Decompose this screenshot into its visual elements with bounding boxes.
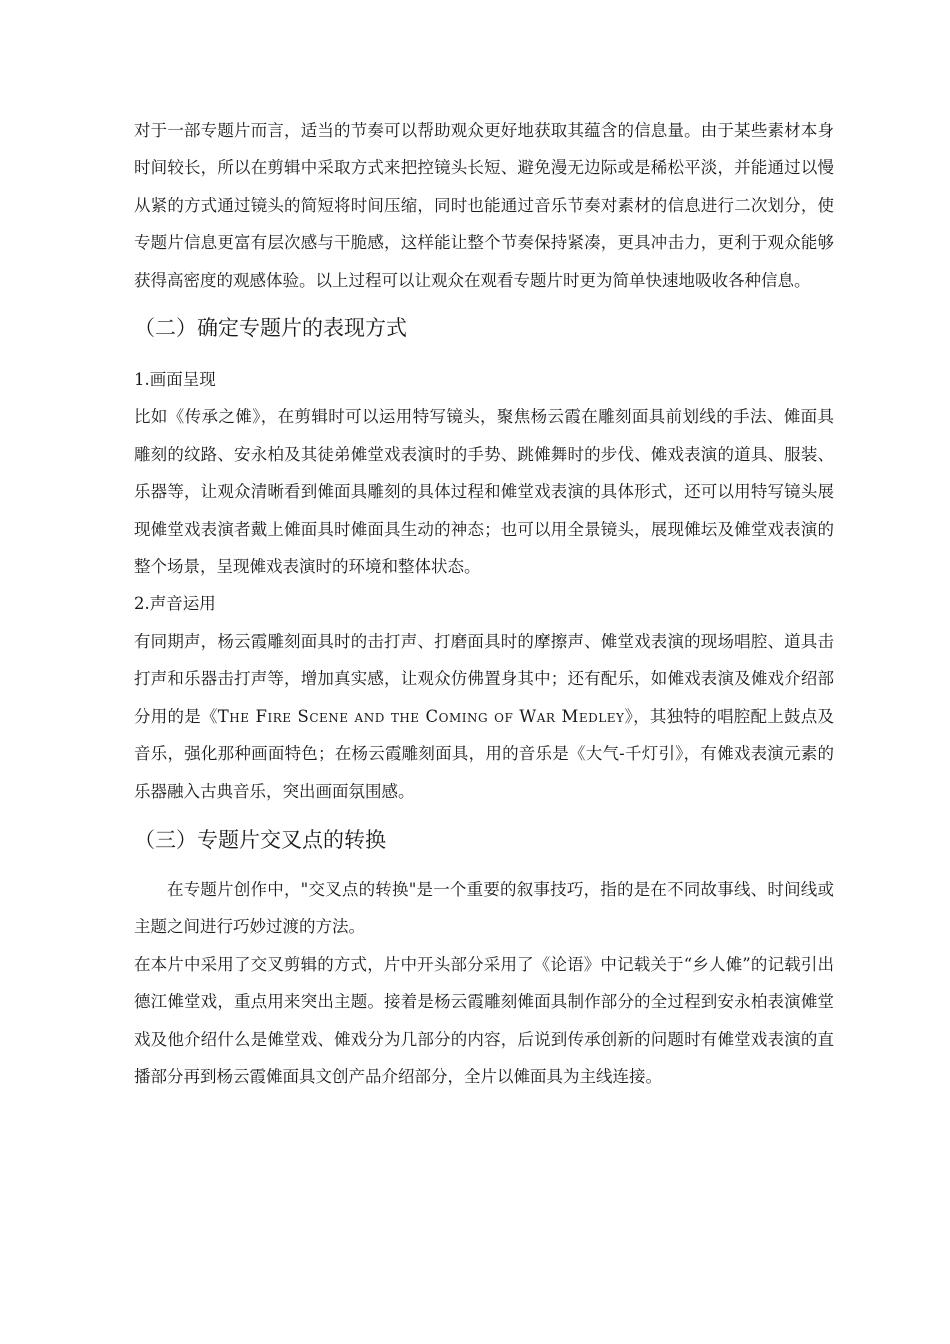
section-3-paragraph-2: 在本片中采用了交叉剪辑的方式，片中开头部分采用了《论语》中记载关于“乡人傩”的记载引出德江傩堂戏，重点用来突出主题。接着是杨云霞雕刻傩面具制作部分的全过程到安永柏表演傩堂戏及他介绍什么是傩堂戏、傩戏分为几部分的内容，后说到传承创新的问题时有傩堂戏表演的直播部分再到杨云霞傩面具文创产品介绍部分，全片以傩面具为主线连接。 bbox=[134, 954, 834, 1086]
sound-text-part-1: 有同期声，杨云霞雕刻面具时的击打声、打磨面具时的摩擦声、傩堂戏表演的现场唱腔、道具击打声和乐器击打声等，增加真实感，让观众仿佛置身其中；还有配乐，如傩戏表演及傩戏介绍部分用的是《 bbox=[134, 631, 834, 726]
subsection-1-paragraph: 比如《传承之傩》，在剪辑时可以运用特写镜头，聚焦杨云霞在雕刻面具前划线的手法、傩面具雕刻的纹路、安永柏及其徒弟傩堂戏表演时的手势、跳傩舞时的步伐、傩戏表演的道具、服装、乐器等，让观众清晰看到傩面具雕刻的具体过程和傩堂戏表演的具体形式，还可以用特写镜头展现傩堂戏表演者戴上傩面具时傩面具生动的神态；也可以用全景镜头，展现傩坛及傩堂戏表演的整个场景，呈现傩戏表演时的环境和整体状态。 bbox=[134, 407, 834, 577]
section-2-heading: （二）确定专题片的表现方式 bbox=[134, 316, 407, 341]
subsection-2-paragraph bbox=[134, 623, 834, 810]
sound-text-part-2: 》，其独特的唱腔配上鼓点及音乐，强化那种画面特色；在杨云霞雕刻面具，用的音乐是《大气-千灯引》，有傩戏表演元素的乐器融入古典音乐，突出画面氛围感。 bbox=[134, 706, 835, 801]
document-page bbox=[134, 112, 834, 1095]
section-3-paragraph-1: 在专题片创作中，"交叉点的转换"是一个重要的叙事技巧，指的是在不同故事线、时间线或主题之间进行巧妙过渡的方法。 bbox=[134, 879, 834, 937]
subsection-1-label: 1.画面呈现 bbox=[134, 370, 216, 390]
section-3-heading: （三）专题片交叉点的转换 bbox=[134, 827, 386, 852]
subsection-2-label: 2.声音运用 bbox=[134, 594, 216, 614]
intro-paragraph: 对于一部专题片而言，适当的节奏可以帮助观众更好地获取其蕴含的信息量。由于某些素材本身时间较长，所以在剪辑中采取方式来把控镜头长短、避免漫无边际或是稀松平淡，并能通过以慢从紧的方式通过镜头的简短将时间压缩，同时也能通过音乐节奏对素材的信息进行二次划分，使专题片信息更富有层次感与干脆感，这样能让整个节奏保持紧凑，更具冲击力，更利于观众能够获得高密度的观感体验。以上过程可以让观众在观看专题片时更为简单快速地吸收各种信息。 bbox=[134, 121, 834, 290]
music-title: The Fire Scene and the Coming of War Medley bbox=[217, 706, 625, 726]
